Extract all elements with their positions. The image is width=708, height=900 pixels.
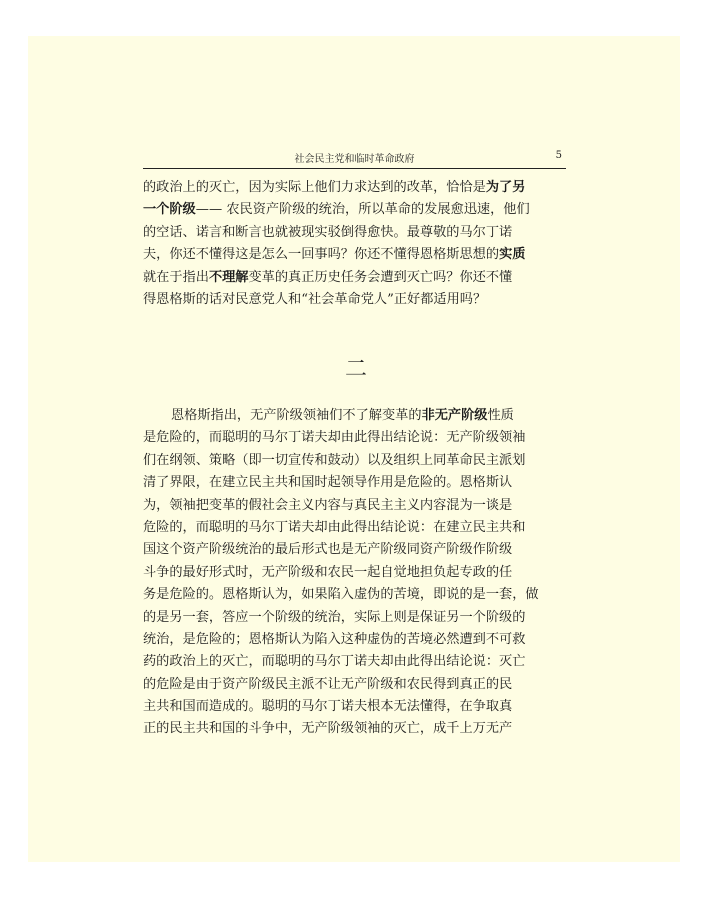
text-line: [143, 495, 569, 517]
text-run: 国这个资产阶级统治的最后形式也是无产阶级同资产阶级作阶级: [143, 542, 513, 558]
text-run: 的政治上的灭亡，因为实际上他们力求达到的改革，恰恰是: [143, 180, 486, 195]
emphasis-text: 不理解: [208, 269, 249, 285]
text-run: 就在于指出: [143, 269, 209, 285]
text-run: 务是危险的。恩格斯认为，如果陷入虚伪的苦境，即说的是一套，做: [143, 587, 539, 603]
text-line: [143, 405, 569, 427]
text-run: 变革的真正历史任务会遭到灭亡吗？你还不懂: [248, 269, 513, 285]
text-line: [143, 718, 569, 740]
text-run: 清了界限，在建立民主共和国时起领导作用是危险的。恩格斯认: [143, 475, 513, 491]
text-line: [143, 267, 569, 289]
text-run: 危险的，而聪明的马尔丁诺夫却由此得出结论说：在建立民主共和: [143, 519, 526, 535]
text-run: 夫，你还不懂得这是怎么一回事吗？你还不懂得恩格斯思想的: [143, 247, 500, 263]
text-run: 主共和国而造成的。聪明的马尔丁诺夫根本无法懂得，在争取真: [143, 699, 513, 715]
text-line: [143, 199, 569, 221]
emphasis-text: 实质: [499, 247, 526, 263]
text-line: [143, 289, 569, 311]
text-run: 统治，是危险的；恩格斯认为陷入这种虚伪的苦境必然遭到不可救: [143, 631, 526, 647]
text-run: 们在纲领、策略（即一切宣传和鼓动）以及组织上同革命民主派划: [143, 452, 526, 468]
text-line: [143, 517, 569, 539]
text-line: [143, 472, 569, 494]
emphasis-text: 非无产阶级: [421, 408, 488, 423]
text-line: [143, 696, 569, 718]
text-line: [143, 450, 569, 472]
text-line: [143, 427, 569, 449]
emphasis-text: 为了另: [485, 180, 526, 195]
text-run: 得恩格斯的话对民意党人和“社会革命党人”正好都适用吗？: [143, 291, 487, 307]
running-header: [143, 148, 566, 169]
emphasis-text: 一个阶级: [143, 202, 196, 218]
text-line: [143, 222, 569, 244]
text-line: [143, 674, 569, 696]
text-run: —— 农民资产阶级的统治，所以革命的发展愈迅速，他们: [195, 202, 530, 218]
text-line: [143, 539, 569, 561]
text-run: 药的政治上的灭亡，而聪明的马尔丁诺夫却由此得出结论说：灭亡: [143, 654, 526, 670]
text-line: [143, 651, 569, 673]
text-run: 的是另一套，答应一个阶级的统治，实际上则是保证另一个阶级的: [143, 609, 526, 625]
paragraph-continued: [143, 177, 569, 311]
text-line: [143, 562, 569, 584]
text-line: [143, 177, 569, 199]
text-run: 是危险的，而聪明的马尔丁诺夫却由此得出结论说：无产阶级领袖: [143, 430, 526, 446]
text-run: 性质: [487, 408, 514, 423]
text-line: [143, 244, 569, 266]
text-line: [143, 584, 569, 606]
text-run: 的空话、诺言和断言也就被现实驳倒得愈快。最尊敬的马尔丁诺: [143, 224, 513, 240]
text-run: 为，领袖把变革的假社会主义内容与真民主主义内容混为一谈是: [143, 497, 513, 513]
text-line: [143, 629, 569, 651]
page-number: 5: [555, 150, 562, 161]
text-run: 的危险是由于资产阶级民主派不让无产阶级和农民得到真正的民: [143, 676, 513, 692]
text-run: 正的民主共和国的斗争中，无产阶级领袖的灭亡，成千上万无产: [143, 721, 513, 737]
paragraph-engels: [143, 405, 569, 741]
text-line: [143, 607, 569, 629]
running-title: 社会民主党和临时革命政府: [294, 154, 415, 165]
section-heading: 二: [344, 357, 367, 382]
text-run: 恩格斯指出，无产阶级领袖们不了解变革的: [171, 408, 422, 423]
text-run: 斗争的最好形式时，无产阶级和农民一起自觉地担负起专政的任: [143, 564, 513, 580]
